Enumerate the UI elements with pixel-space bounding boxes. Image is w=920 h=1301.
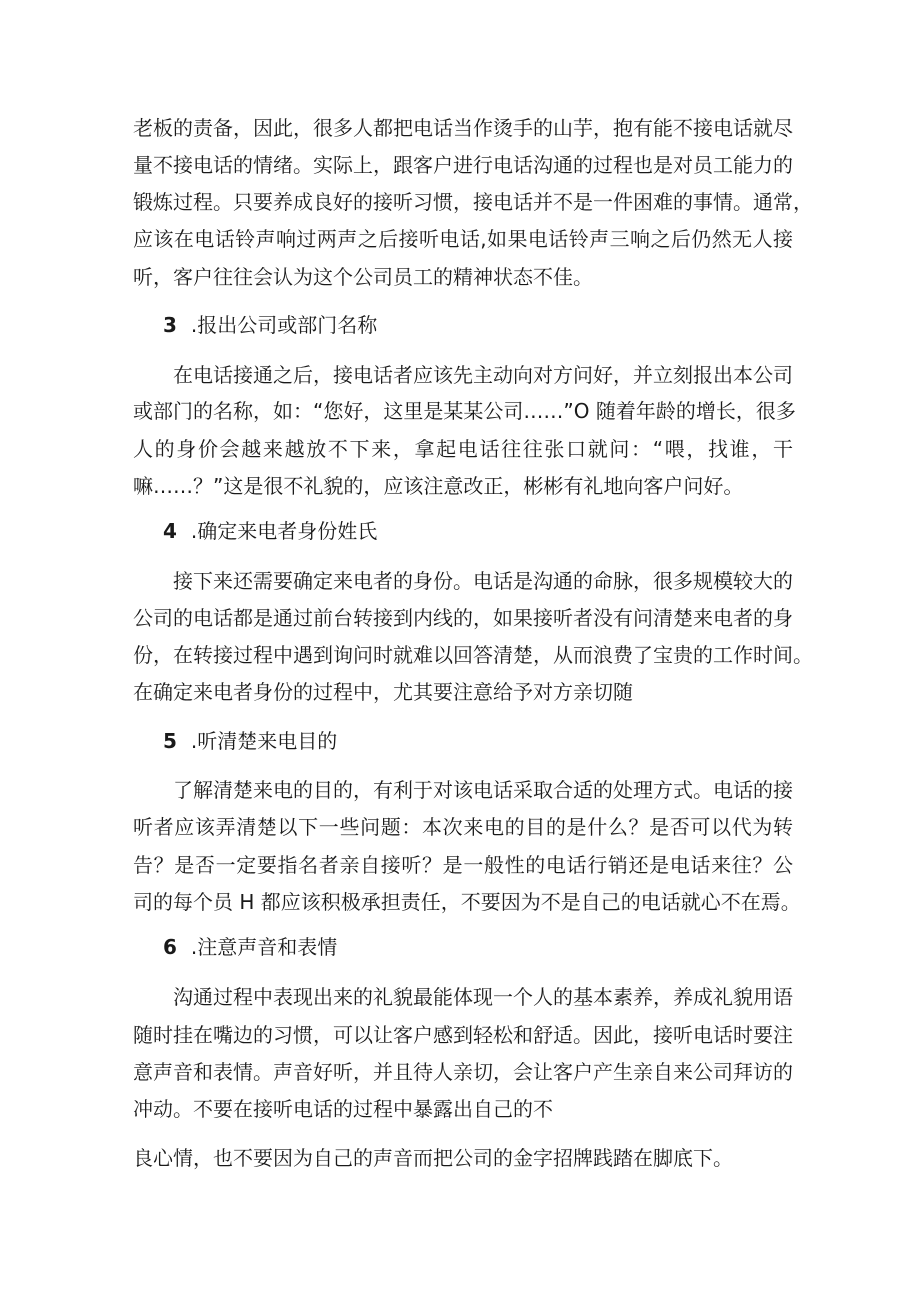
paragraph-line: 随时挂在嘴边的习惯，可以让客户感到轻松和舒适。因此，接听电话时要注 — [133, 1023, 793, 1047]
section-number: 6 — [163, 935, 177, 959]
section-number: 5 — [163, 729, 177, 753]
section-title: .听清楚来电目的 — [190, 729, 338, 753]
section-number: 3 — [163, 313, 177, 337]
section-heading-3 — [163, 311, 377, 339]
paragraph-line: 沟通过程中表现出来的礼貌最能体现一个人的基本素养，养成礼貌用语 — [173, 985, 793, 1009]
section-title: .注意声音和表情 — [190, 935, 338, 959]
section-title: .报出公司或部门名称 — [190, 313, 378, 337]
paragraph-line: 量不接电话的情绪。实际上，跟客户进行电话沟通的过程也是对员工能力的 — [133, 153, 793, 177]
paragraph-line: 老板的责备，因此，很多人都把电话当作烫手的山芋，抱有能不接电话就尽 — [133, 116, 793, 140]
section-heading-6 — [163, 933, 337, 961]
paragraph-line: 冲动。不要在接听电话的过程中暴露出自己的不 — [133, 1097, 553, 1121]
paragraph-line: 在电话接通之后，接电话者应该先主动向对方问好，并立刻报出本公司 — [173, 363, 793, 387]
paragraph-line: 份，在转接过程中遇到询问时就难以回答清楚，从而浪费了宝贵的工作时间。 — [133, 643, 813, 667]
paragraph-line: 接下来还需要确定来电者的身份。电话是沟通的命脉，很多规模较大的 — [173, 569, 793, 593]
paragraph-line: 告？是否一定要指名者亲自接听？是一般性的电话行销还是电话来往？公 — [133, 853, 793, 877]
paragraph-line: 或部门的名称，如：“您好，这里是某某公司……”O 随着年龄的增长，很多 — [133, 399, 796, 423]
paragraph-line: 公司的电话都是通过前台转接到内线的，如果接听者没有问清楚来电者的身 — [133, 606, 793, 630]
paragraph-line: 意声音和表情。声音好听，并且待人亲切，会让客户产生亲自来公司拜访的 — [133, 1060, 793, 1084]
paragraph-line: 人的身价会越来越放不下来，拿起电话往往张口就问：“喂，找谁，干 — [133, 437, 793, 461]
paragraph-line: 锻炼过程。只要养成良好的接听习惯，接电话并不是一件困难的事情。通常， — [133, 190, 813, 214]
section-heading-5 — [163, 727, 337, 755]
paragraph-line: 听，客户往往会认为这个公司员工的精神状态不佳。 — [133, 265, 593, 289]
paragraph-line: 了解清楚来电的目的，有利于对该电话采取合适的处理方式。电话的接 — [173, 778, 793, 802]
section-title: .确定来电者身份姓氏 — [190, 519, 378, 543]
paragraph-line: 嘛……？”这是很不礼貌的，应该注意改正，彬彬有礼地向客户问好。 — [133, 474, 744, 498]
section-number: 4 — [163, 519, 177, 543]
paragraph-line: 司的每个员 H 都应该积极承担责任，不要因为不是自己的电话就心不在焉。 — [133, 890, 801, 914]
paragraph-line: 在确定来电者身份的过程中，尤其要注意给予对方亲切随 — [133, 680, 633, 704]
paragraph-line: 应该在电话铃声响过两声之后接听电话,如果电话铃声三响之后仍然无人接 — [133, 227, 793, 251]
paragraph-line: 听者应该弄清楚以下一些问题：本次来电的目的是什么？是否可以代为转 — [133, 815, 793, 839]
section-heading-4 — [163, 517, 377, 545]
paragraph-line: 良心情，也不要因为自己的声音而把公司的金字招牌践踏在脚底下。 — [133, 1146, 733, 1170]
